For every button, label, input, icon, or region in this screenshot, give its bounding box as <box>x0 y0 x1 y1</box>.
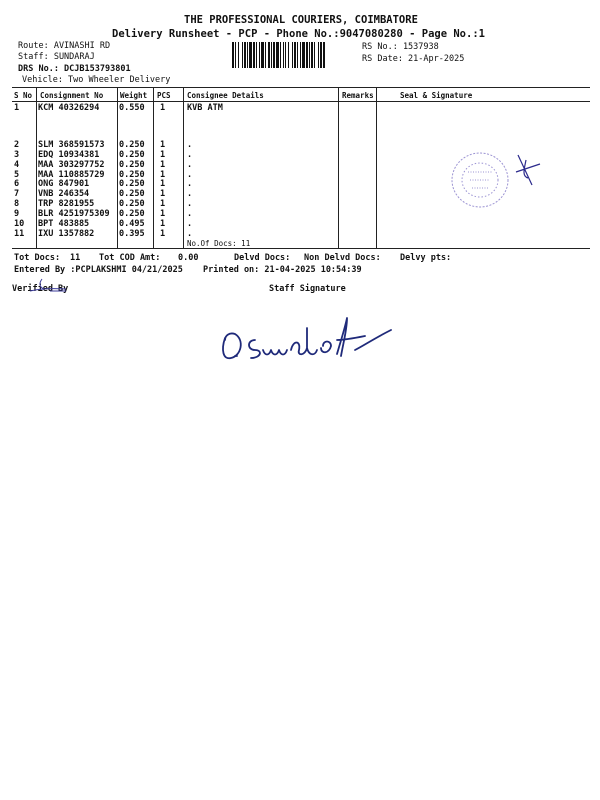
verified-by: Verified By <box>12 284 69 294</box>
row-6-consignee: . <box>187 179 193 189</box>
header-seal: Seal & Signature <box>400 91 473 100</box>
table-top-rule <box>12 87 590 88</box>
barcode-bar <box>325 42 326 68</box>
route-label: Route: AVINASHI RD <box>18 41 111 51</box>
row-8-consignee: . <box>187 199 193 209</box>
row-2-pcs: 1 <box>160 140 166 150</box>
row-11-pcs: 1 <box>160 229 166 239</box>
row-5-consignee: . <box>187 170 193 180</box>
table-row-1-pcs: 1 <box>160 103 166 113</box>
row-11-consignee: . <box>187 229 193 239</box>
table-row-1-sno: 1 <box>14 103 20 113</box>
row-8-weight: 0.250 <box>119 199 145 209</box>
barcode <box>232 42 356 68</box>
header-weight: Weight <box>120 91 148 100</box>
row-9-weight: 0.250 <box>119 209 145 219</box>
row-4-pcs: 1 <box>160 160 166 170</box>
staff-label: Staff: SUNDARAJ <box>18 52 95 62</box>
row-11-consignment: IXU 1357882 <box>38 229 95 239</box>
entered-by: Entered By :PCPLAKSHMI 04/21/2025 <box>14 265 183 275</box>
table-row-1-weight: 0.550 <box>119 103 145 113</box>
delvy-pts-label: Delvy pts: <box>400 253 452 263</box>
row-10-consignment: BPT 483885 <box>38 219 90 229</box>
row-9-sno: 9 <box>14 209 20 219</box>
row-7-sno: 7 <box>14 189 20 199</box>
rs-number: RS No.: 1537938 <box>362 42 439 52</box>
row-3-consignment: EDQ 10934381 <box>38 150 100 160</box>
row-2-sno: 2 <box>14 140 20 150</box>
row-7-consignee: . <box>187 189 193 199</box>
table-row-1-consignee: KVB ATM <box>187 103 223 113</box>
handwritten-signature-icon <box>215 310 405 370</box>
header-consignee: Consignee Details <box>187 91 264 100</box>
row-7-weight: 0.250 <box>119 189 145 199</box>
seal-stamp-icon <box>440 150 550 220</box>
runsheet-subtitle: Delivery Runsheet - PCP - Phone No.:9047080280 - Page No.:1 <box>112 28 485 40</box>
rs-date: RS Date: 21-Apr-2025 <box>362 54 465 64</box>
col-divider-1 <box>36 87 37 248</box>
staff-signature-label: Staff Signature <box>269 284 346 294</box>
header-sno: S No <box>14 91 33 100</box>
row-4-weight: 0.250 <box>119 160 145 170</box>
row-4-sno: 4 <box>14 160 20 170</box>
row-6-consignment: ONG 847901 <box>38 179 90 189</box>
row-2-consignment: SLM 368591573 <box>38 140 105 150</box>
row-9-pcs: 1 <box>160 209 166 219</box>
col-divider-6 <box>376 87 377 248</box>
tot-docs-value: 11 <box>70 253 81 263</box>
row-3-weight: 0.250 <box>119 150 145 160</box>
table-header-rule <box>12 101 590 102</box>
row-10-weight: 0.495 <box>119 219 145 229</box>
row-7-consignment: VNB 246354 <box>38 189 90 199</box>
row-9-consignment: BLR 4251975309 <box>38 209 110 219</box>
row-6-sno: 6 <box>14 179 20 189</box>
row-2-weight: 0.250 <box>119 140 145 150</box>
header-remarks: Remarks <box>342 91 374 100</box>
row-4-consignee: . <box>187 160 193 170</box>
header-consignment: Consignment No <box>40 91 104 100</box>
tot-cod-label: Tot COD Amt: <box>99 253 161 263</box>
col-divider-5 <box>338 87 339 248</box>
row-6-pcs: 1 <box>160 179 166 189</box>
row-7-pcs: 1 <box>160 189 166 199</box>
non-delvd-docs-label: Non Delvd Docs: <box>304 253 381 263</box>
tot-docs-label: Tot Docs: <box>14 253 61 263</box>
row-3-pcs: 1 <box>160 150 166 160</box>
drs-number: DRS No.: DCJB153793801 <box>18 64 131 74</box>
row-11-sno: 11 <box>14 229 25 239</box>
header-pcs: PCS <box>157 91 171 100</box>
no-of-docs: No.Of Docs: 11 <box>187 239 251 248</box>
row-8-sno: 8 <box>14 199 20 209</box>
row-10-sno: 10 <box>14 219 25 229</box>
row-11-weight: 0.395 <box>119 229 145 239</box>
row-6-weight: 0.250 <box>119 179 145 189</box>
row-5-sno: 5 <box>14 170 20 180</box>
row-5-pcs: 1 <box>160 170 166 180</box>
tot-cod-value: 0.00 <box>178 253 199 263</box>
delvd-docs-label: Delvd Docs: <box>234 253 291 263</box>
table-bottom-rule <box>12 248 590 249</box>
col-divider-2 <box>117 87 118 248</box>
row-3-sno: 3 <box>14 150 20 160</box>
row-4-consignment: MAA 303297752 <box>38 160 105 170</box>
row-9-consignee: . <box>187 209 193 219</box>
table-row-1-consignment: KCM 40326294 <box>38 103 100 113</box>
row-5-consignment: MAA 110885729 <box>38 170 105 180</box>
col-divider-4 <box>183 87 184 248</box>
row-5-weight: 0.250 <box>119 170 145 180</box>
row-2-consignee: . <box>187 140 193 150</box>
verified-scribble-icon <box>26 275 86 297</box>
row-8-pcs: 1 <box>160 199 166 209</box>
vehicle-label: Vehicle: Two Wheeler Delivery <box>22 75 171 85</box>
company-title: THE PROFESSIONAL COURIERS, COIMBATORE <box>184 14 418 26</box>
printed-on: Printed on: 21-04-2025 10:54:39 <box>203 265 362 275</box>
row-8-consignment: TRP 8281955 <box>38 199 95 209</box>
row-3-consignee: . <box>187 150 193 160</box>
row-10-consignee: . <box>187 219 193 229</box>
row-10-pcs: 1 <box>160 219 166 229</box>
col-divider-3 <box>153 87 154 248</box>
